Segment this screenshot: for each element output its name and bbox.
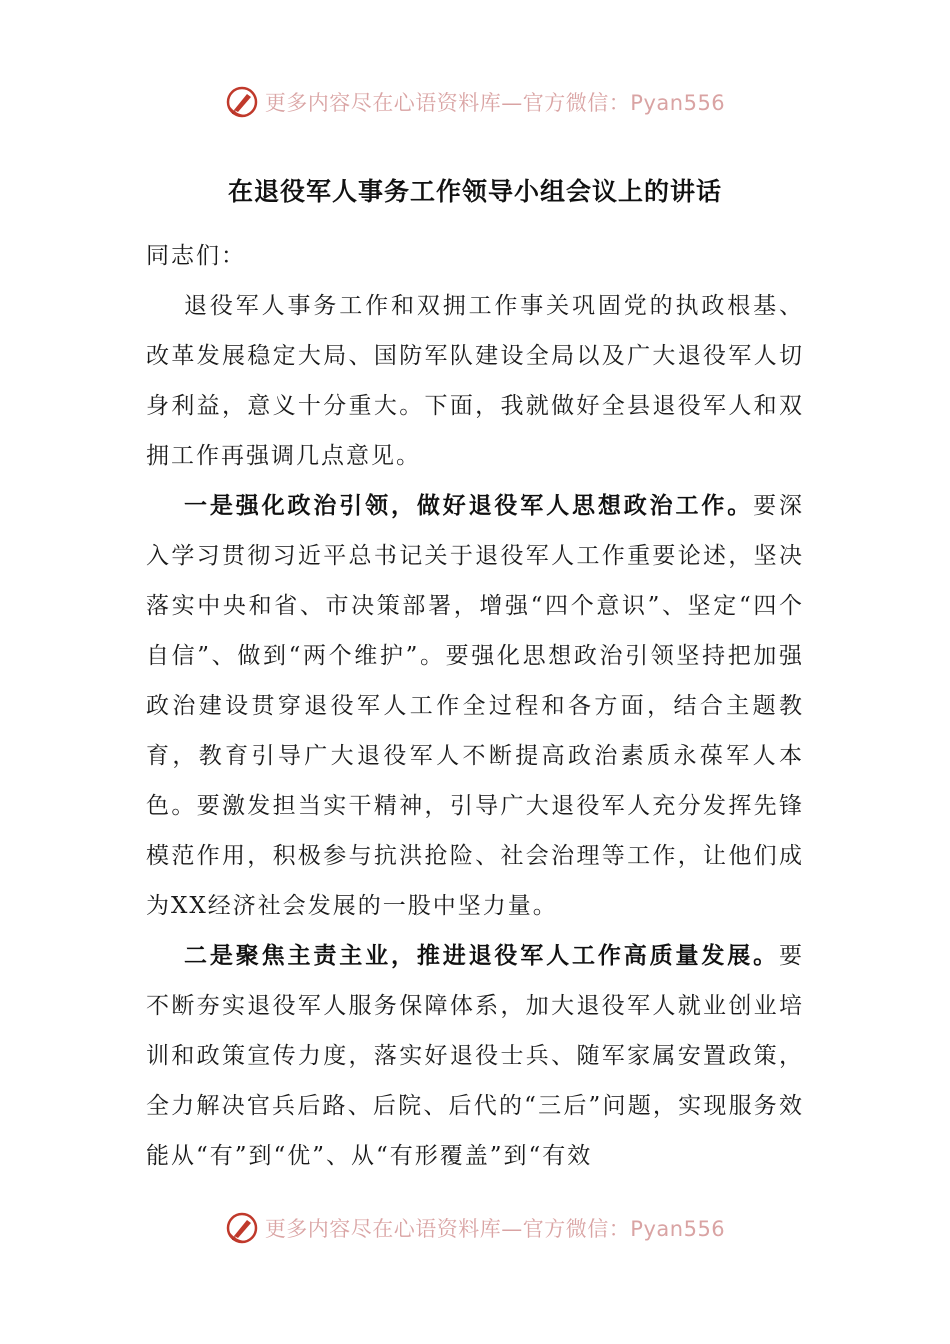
pen-circle-icon — [225, 85, 259, 119]
document-body — [146, 231, 804, 1181]
footer-banner-text: 更多内容尽在心语资料库—官方微信：Pyan556 — [264, 1217, 726, 1241]
footer-banner — [0, 1206, 950, 1250]
pen-circle-icon — [225, 1211, 259, 1245]
paragraph-lead: 一是强化政治引领，做好退役军人思想政治工作。 — [184, 493, 754, 519]
document-title: 在退役军人事务工作领导小组会议上的讲话 — [227, 177, 722, 206]
paragraph-text: 要深入学习贯彻习近平总书记关于退役军人工作重要论述，坚决落实中央和省、市决策部署，增强“四个意识”、坚定“四个自信”、做到“两个维护”。要强化思想政治引领坚持把加强政治建设贯穿退役军人工作全过程和各方面，结合主题教育，教育引导广大退役军人不断提高政治素质永葆军人本色。要激发担当实干精神，引导广大退役军人充分发挥先锋模范作用，积极参与抗洪抢险、社会治理等工作，让他们成为XX经济社会发展的一股中坚力量。 — [146, 493, 805, 919]
header-banner — [0, 80, 950, 124]
paragraph-point-two — [146, 931, 804, 1181]
paragraph-text: 要不断夯实退役军人服务保障体系，加大退役军人就业创业培训和政策宣传力度，落实好退役士兵、随军家属安置政策，全力解决官兵后路、后院、后代的“三后”问题，实现服务效能从“有”到“优”、从“有形覆盖”到“有效 — [146, 943, 804, 1169]
paragraph-lead: 二是聚焦主责主业，推进退役军人工作高质量发展。 — [184, 943, 779, 969]
salutation: 同志们： — [146, 243, 246, 269]
paragraph-text: 退役军人事务工作和双拥工作事关巩固党的执政根基、改革发展稳定大局、国防军队建设全局以及广大退役军人切身利益，意义十分重大。下面，我就做好全县退役军人和双拥工作再强调几点意见。 — [146, 293, 804, 469]
paragraph-point-one — [146, 481, 804, 931]
header-banner-text: 更多内容尽在心语资料库—官方微信：Pyan556 — [264, 91, 726, 115]
paragraph-intro — [146, 281, 804, 481]
